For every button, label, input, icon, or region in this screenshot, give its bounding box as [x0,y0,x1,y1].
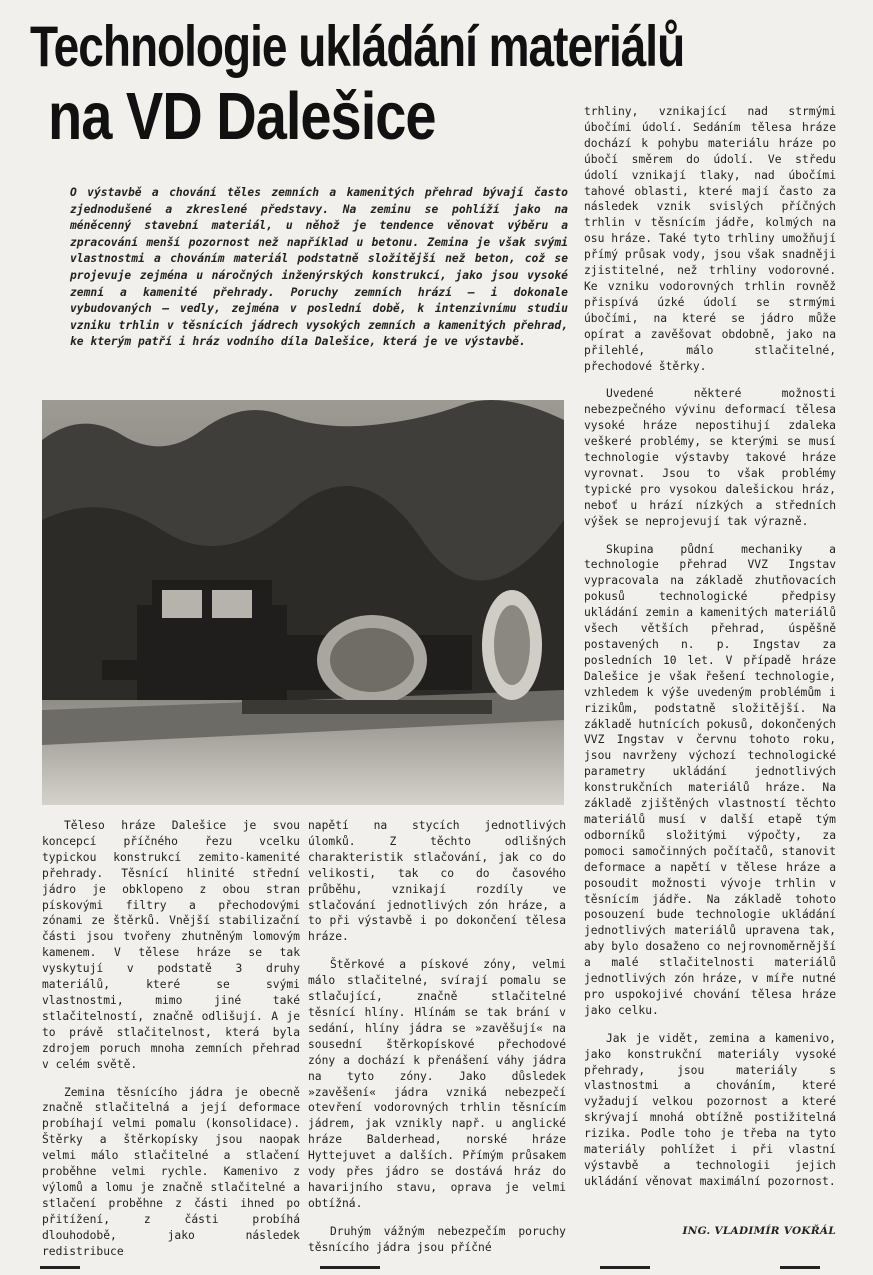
article-column-2 [308,818,566,1256]
article-title [30,12,685,154]
paragraph: Těleso hráze Dalešice je svou koncepcí příčného řezu vcelku typickou konstrukcí zemito-kamenité přehrady. Těsnící hlinité střední jádro je obklopeno z obou stran pískovými filtry a přechodovými zónami ze štěrků. Vnější stabilizační části jsou tvořeny zhutněným lomovým kamenem. V tělese hráze se tak vyskytují v podstatě 3 druhy materiálů, které se svými vlastnostmi, mimo jiné také stlačitelností, značně odlišují. A je to právě stlačitelnost, která byla zdrojem poruch mnoha zemních přehrad v celém světě. [42,819,300,1071]
title-line-1: Technologie ukládání materiálů [30,13,685,79]
paragraph: Štěrkové a pískové zóny, velmi málo stlačitelné, svírají pomalu se stlačující, značně stlačitelné těsnící hlíny. Hlínám se tak brání v sedání, hlíny jádra se »zavěšují« na sousední štěrkopískové přechodové zóny a dochází k přenášení váhy jádra na tyto zóny. Jako důsledek »zavěšení« jádra vzniká nebezpečí otevření vodorovných trhlin těsnícím jádrem, jak vznikly např. u anglické hráze Balderhead, norské hráze Hyttejuvet a dalších. Přímým průsakem vody přes jádro se dostává hráz do havarijního stavu, oprava je velmi obtížná. [308,958,566,1210]
paragraph: Uvedené některé možnosti nebezpečného vývinu deformací tělesa vysoké hráze nepostihují zdaleka veškeré problémy, se kterými se musí technologie výstavby takové hráze vyrovnat. Jsou to však problémy typické pro vysokou dalešickou hráz, neboť u hrází nízkých a středních výšek se neprojevují tak výrazně. [584,387,836,528]
author-signature: ING. VLADIMÍR VOKŘÁL [682,1225,836,1237]
paragraph: Zemina těsnícího jádra je obecně značně stlačitelná a její deformace probíhají velmi pomalu (konsolidace). Štěrky a štěrkopísky jsou naopak velmi málo stlačitelné a stlačení proběhne velmi rychle. Kamenivo z výlomů a lomu je značně stlačitelné a stlačení proběhne z části ihned po přitížení, z části probíhá dlouhodobě, jako následek redistribuce [42,1085,300,1258]
article-lead: O výstavbě a chování těles zemních a kamenitých přehrad bývají často zjednodušené a zkreslené představy. Na zeminu se pohlíží jako na méněcenný stavební materiál, u něhož je tendence věnovat výběru a zpracování menší pozornost než například u betonu. Zemina je však svými vlastnostmi a chováním materiál podstatně složitější než beton, což se projevuje zejména u náročných inženýrských konstrukcí, jako jsou vysoké zemní a kamenité přehrady. Poruchy zemních hrází — i dokonale vybudovaných — vedly, zejména v poslední době, k intenzivnímu studiu vzniku trhlin v těsnících jádrech vysokých zemních a kamenitých přehrad, ke kterým patří i hráz vodního díla Dalešice, která je ve výstavbě. [70,186,568,349]
article-column-3 [584,104,836,1190]
article-column-1 [42,818,300,1259]
construction-photo [42,400,564,805]
page-edge-marks [40,1266,840,1269]
paragraph: Jak je vidět, zemina a kamenivo, jako konstrukční materiály vysoké přehrady, jsou materiály s vlastnostmi a chováním, které vyžadují velkou pozornost a které skrývají mnohá obtížně postižitelná rizika. Podle toho je třeba na tyto materiály pohlížet i při vlastní výstavbě a technologii jejich ukládání věnovat maximální pozornost. [584,1031,836,1188]
paragraph: napětí na stycích jednotlivých úlomků. Z těchto odlišných charakteristik stlačování, jak co do velikosti, tak co do časového průběhu, vznikají rozdíly ve stlačování jednotlivých zón hráze, a to při výstavbě i po dokončení tělesa hráze. [308,819,566,944]
paragraph: trhliny, vznikající nad strmými úbočími údolí. Sedáním tělesa hráze dochází k pohybu materiálu hráze po úbočí směrem do údolí. Ve středu údolí vznikají tlaky, nad úbočími tahové oblasti, které mají často za následek vznik svislých příčných trhlin v těsnícím jádře, kolmých na osu hráze. Také tyto trhliny umožňují přímý průsak vody, jsou však snadněji zjistitelné, než trhliny vodorovné. Ke vzniku vodorovných trhlin rovněž přispívá úzké údolí se strmými úbočími, na které se jádro může opírat a zavěšovat obdobně, jako na přilehlé, málo stlačitelné, přechodové štěrky. [584,105,836,373]
paragraph: Skupina půdní mechaniky a technologie přehrad VVZ Ingstav vypracovala na základě zhutňovacích pokusů technologické předpisy ukládání zemin a kamenitých materiálů všech větších přehrad, úspěšně postavených n. p. Ingstav za posledních 10 let. V případě hráze Dalešice je však řešení technologie, vzhledem k výše uvedeným problémům i rizikům, podstatně složitější. Na základě hutnících pokusů, dokončených VVZ Ingstav v červnu tohoto roku, jsou navrženy výchozí technologické parametry ukládání jednotlivých konstrukčních materiálů hráze. Na základě zjištěných vlastností těchto materiálů musí v další etapě tým odborníků složitými výpočty, za pomoci samočinných počítačů, stanovit deformace a napětí v tělese hráze a posoudit možnosti vývoje trhlin v těsnícím jádře. Na základě tohoto posouzení bude technologie ukládání jednotlivých materiálů upravena tak, aby bylo dosaženo co nejrovnoměrnější a malé stlačitelnosti materiálů jednotlivých zón hráze, v míře nutné pro uspokojivé chování tělesa hráze jako celku. [584,542,836,1017]
paragraph: Druhým vážným nebezpečím poruchy těsnícího jádra jsou příčné [308,1224,566,1254]
title-line-2: na VD Dalešice [48,77,436,154]
